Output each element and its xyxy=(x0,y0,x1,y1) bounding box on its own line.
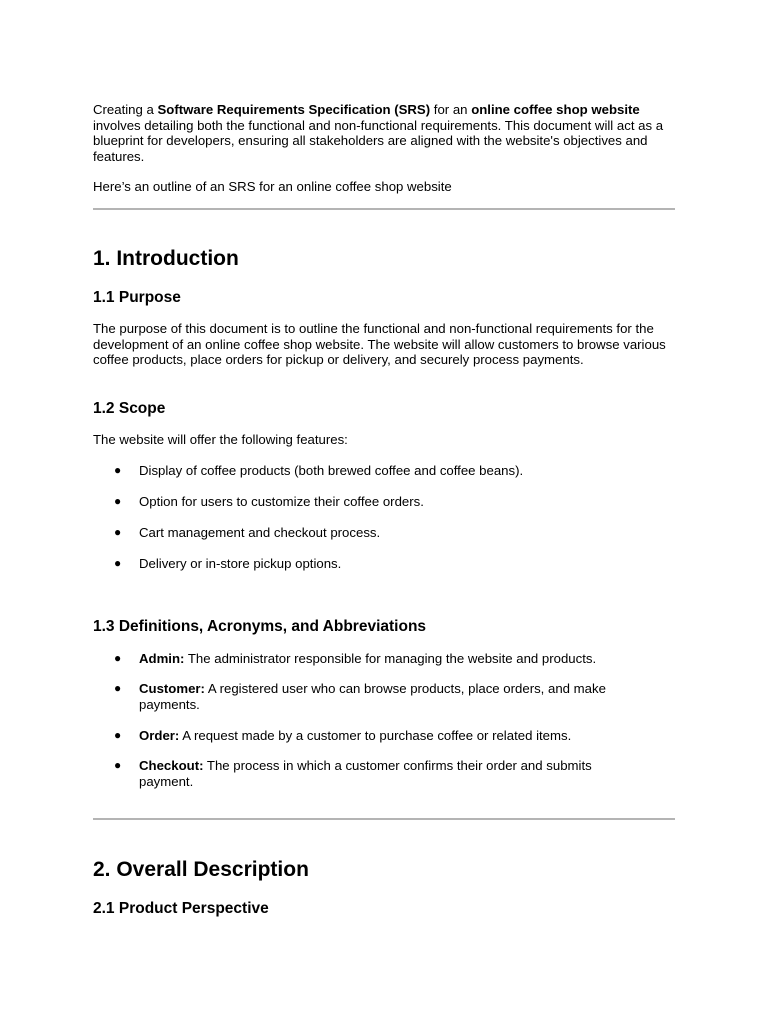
bullet-icon: ● xyxy=(114,494,122,508)
definition-term: Order: xyxy=(139,728,180,743)
definition-desc: A registered user who can browse products, place orders, and make payments. xyxy=(139,681,606,712)
scope-paragraph: The website will offer the following features: xyxy=(93,432,348,447)
list-item-text: Option for users to customize their coffee orders. xyxy=(139,494,424,509)
definition-desc: A request made by a customer to purchase coffee or related items. xyxy=(179,728,572,743)
subheading-scope: 1.2 Scope xyxy=(93,400,166,417)
srs-bold-term: Software Requirements Specification (SRS) xyxy=(157,102,431,117)
list-item-text: Delivery or in-store pickup options. xyxy=(139,556,342,571)
list-item-text: Cart management and checkout process. xyxy=(139,525,381,540)
intro-text-mid: for an xyxy=(430,102,472,117)
list-item-text: Display of coffee products (both brewed coffee and coffee beans). xyxy=(139,463,524,478)
bullet-icon: ● xyxy=(114,728,122,742)
horizontal-divider xyxy=(93,818,675,820)
bullet-icon: ● xyxy=(114,463,122,477)
definition-text xyxy=(139,758,649,789)
definition-text xyxy=(139,651,649,667)
intro-text-start: Creating a xyxy=(93,102,158,117)
horizontal-divider xyxy=(93,208,675,210)
bullet-icon: ● xyxy=(114,758,122,772)
subheading-definitions: 1.3 Definitions, Acronyms, and Abbreviations xyxy=(93,618,427,635)
intro-paragraph xyxy=(93,102,675,164)
definition-text xyxy=(139,728,649,744)
definition-term: Checkout: xyxy=(139,758,204,773)
subheading-product-perspective: 2.1 Product Perspective xyxy=(93,900,269,917)
intro-text-end: involves detailing both the functional and non-functional requirements. This document will act as a blueprint for developers, ensuring all stakeholders are aligned with the website's objectives and features. xyxy=(93,117,664,164)
bullet-icon: ● xyxy=(114,681,122,695)
outline-intro-paragraph: Here’s an outline of an SRS for an online coffee shop website xyxy=(93,179,452,194)
website-bold-term: online coffee shop website xyxy=(471,102,640,117)
definition-desc: The administrator responsible for managing the website and products. xyxy=(184,651,597,666)
bullet-icon: ● xyxy=(114,651,122,665)
section-heading-introduction: 1. Introduction xyxy=(93,247,239,270)
definition-desc: The process in which a customer confirms their order and submits payment. xyxy=(139,758,592,789)
definition-text xyxy=(139,681,649,712)
bullet-icon: ● xyxy=(114,525,122,539)
bullet-icon: ● xyxy=(114,556,122,570)
definition-term: Admin: xyxy=(139,651,185,666)
definition-term: Customer: xyxy=(139,681,205,696)
purpose-paragraph: The purpose of this document is to outline the functional and non-functional requirements for the development of an online coffee shop website. The website will allow customers to browse various coffee products, place orders for pickup or delivery, and securely process payments. xyxy=(93,321,666,367)
section-heading-overall-description: 2. Overall Description xyxy=(93,858,309,881)
subheading-purpose: 1.1 Purpose xyxy=(93,289,181,306)
